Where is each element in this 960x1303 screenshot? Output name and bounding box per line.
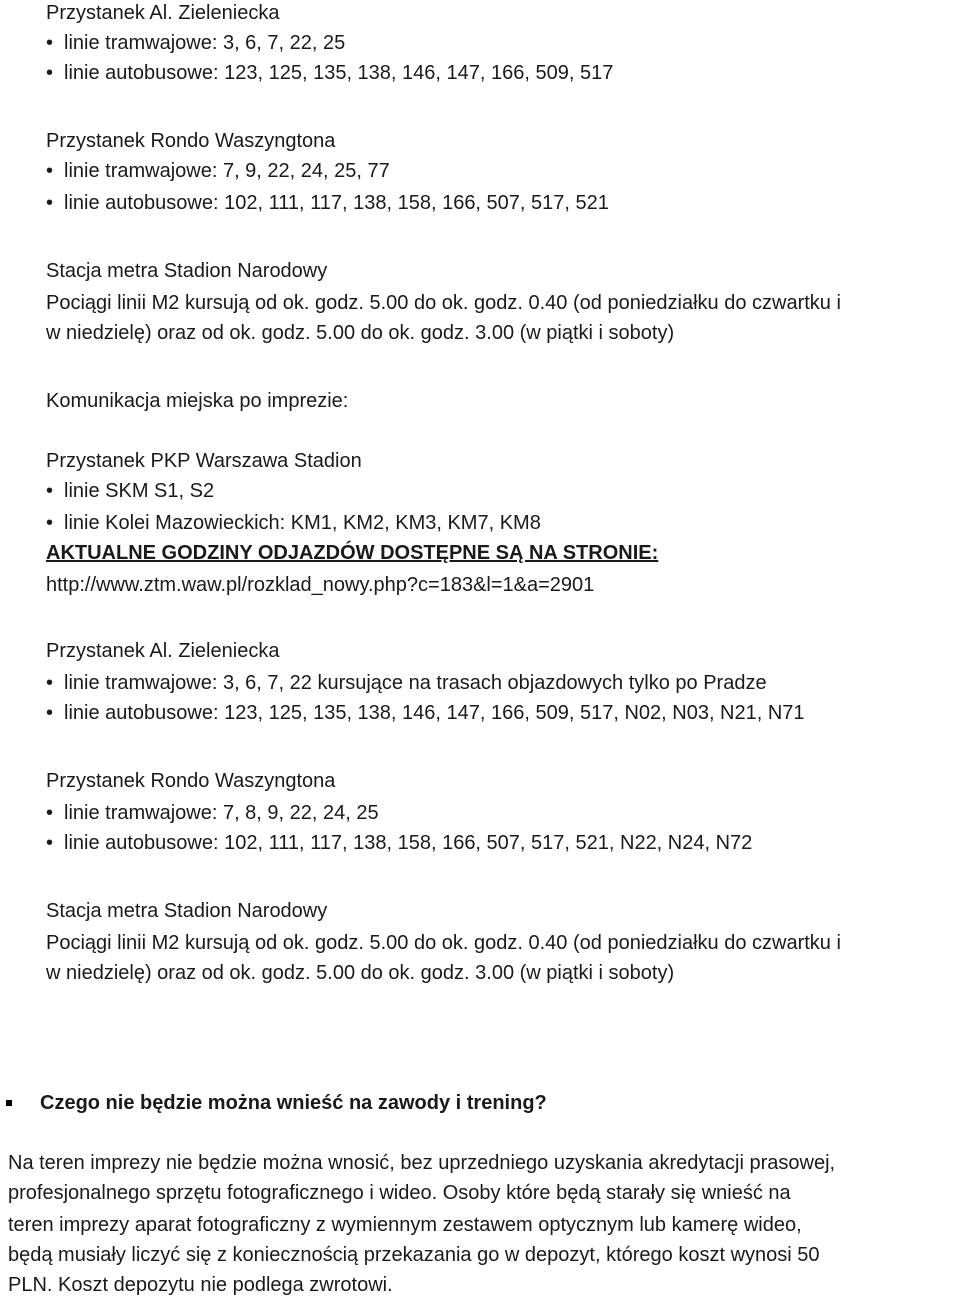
- section-heading-prohibited: Czego nie będzie można wnieść na zawody i trening?: [40, 1092, 547, 1114]
- bullet: •: [46, 512, 54, 534]
- stop-title-zieleniecka: Przystanek Al. Zieleniecka: [46, 640, 280, 662]
- bullet: •: [46, 832, 54, 854]
- list-item: • linie autobusowe: 102, 111, 117, 138, 158, 166, 507, 517, 521, N22, N24, N72: [46, 828, 752, 858]
- timetable-notice: AKTUALNE GODZINY ODJAZDÓW DOSTĘPNE SĄ NA STRONIE:: [46, 542, 659, 564]
- bullet: •: [46, 62, 54, 84]
- list-item: • linie tramwajowe: 7, 8, 9, 22, 24, 25: [46, 798, 379, 828]
- list-item: • linie autobusowe: 123, 125, 135, 138, 146, 147, 166, 509, 517, N02, N03, N21, N71: [46, 698, 805, 728]
- metro-title: Stacja metra Stadion Narodowy: [46, 900, 328, 922]
- section-heading-after-event: Komunikacja miejska po imprezie:: [46, 390, 349, 412]
- stop-title-zieleniecka: Przystanek Al. Zieleniecka: [46, 2, 280, 24]
- bullet: •: [46, 672, 54, 694]
- stop-title-rondo: Przystanek Rondo Waszyngtona: [46, 770, 336, 792]
- metro-text: w niedzielę) oraz od ok. godz. 5.00 do ok. godz. 3.00 (w piątki i soboty): [46, 322, 675, 344]
- metro-text: w niedzielę) oraz od ok. godz. 5.00 do ok. godz. 3.00 (w piątki i soboty): [46, 962, 675, 984]
- paragraph-line: Na teren imprezy nie będzie można wnosić, bez uprzedniego uzyskania akredytacji prasowej,: [8, 1152, 836, 1174]
- paragraph-line: PLN. Koszt depozytu nie podlega zwrotowi.: [8, 1274, 393, 1296]
- paragraph-line: będą musiały liczyć się z koniecznością przekazania go w depozyt, którego koszt wynosi 50: [8, 1244, 820, 1266]
- stop-title-pkp: Przystanek PKP Warszawa Stadion: [46, 450, 362, 472]
- list-item: • linie autobusowe: 102, 111, 117, 138, 158, 166, 507, 517, 521: [46, 188, 609, 218]
- metro-text: Pociągi linii M2 kursują od ok. godz. 5.00 do ok. godz. 0.40 (od poniedziałku do czwartku i: [46, 292, 841, 314]
- metro-title: Stacja metra Stadion Narodowy: [46, 260, 328, 282]
- list-item: • linie SKM S1, S2: [46, 476, 214, 506]
- timetable-link[interactable]: http://www.ztm.waw.pl/rozklad_nowy.php?c=183&l=1&a=2901: [46, 574, 595, 596]
- bullet: •: [46, 802, 54, 824]
- paragraph-line: teren imprezy aparat fotograficzny z wymiennym zestawem optycznym lub kamerę wideo,: [8, 1214, 802, 1236]
- paragraph-line: profesjonalnego sprzętu fotograficznego i wideo. Osoby które będą starały się wnieść na: [8, 1182, 791, 1204]
- bullet: •: [46, 160, 54, 182]
- square-bullet-icon: [6, 1100, 12, 1106]
- list-item: • linie Kolei Mazowieckich: KM1, KM2, KM3, KM7, KM8: [46, 508, 541, 538]
- bullet: •: [46, 480, 54, 502]
- list-item: • linie tramwajowe: 7, 9, 22, 24, 25, 77: [46, 156, 390, 186]
- stop-title-rondo: Przystanek Rondo Waszyngtona: [46, 130, 336, 152]
- list-item: • linie tramwajowe: 3, 6, 7, 22, 25: [46, 28, 345, 58]
- bullet: •: [46, 192, 54, 214]
- list-item: • linie tramwajowe: 3, 6, 7, 22 kursujące na trasach objazdowych tylko po Pradze: [46, 668, 767, 698]
- bullet: •: [46, 32, 54, 54]
- bullet: •: [46, 702, 54, 724]
- metro-text: Pociągi linii M2 kursują od ok. godz. 5.00 do ok. godz. 0.40 (od poniedziałku do czwartku i: [46, 932, 841, 954]
- list-item: • linie autobusowe: 123, 125, 135, 138, 146, 147, 166, 509, 517: [46, 58, 613, 88]
